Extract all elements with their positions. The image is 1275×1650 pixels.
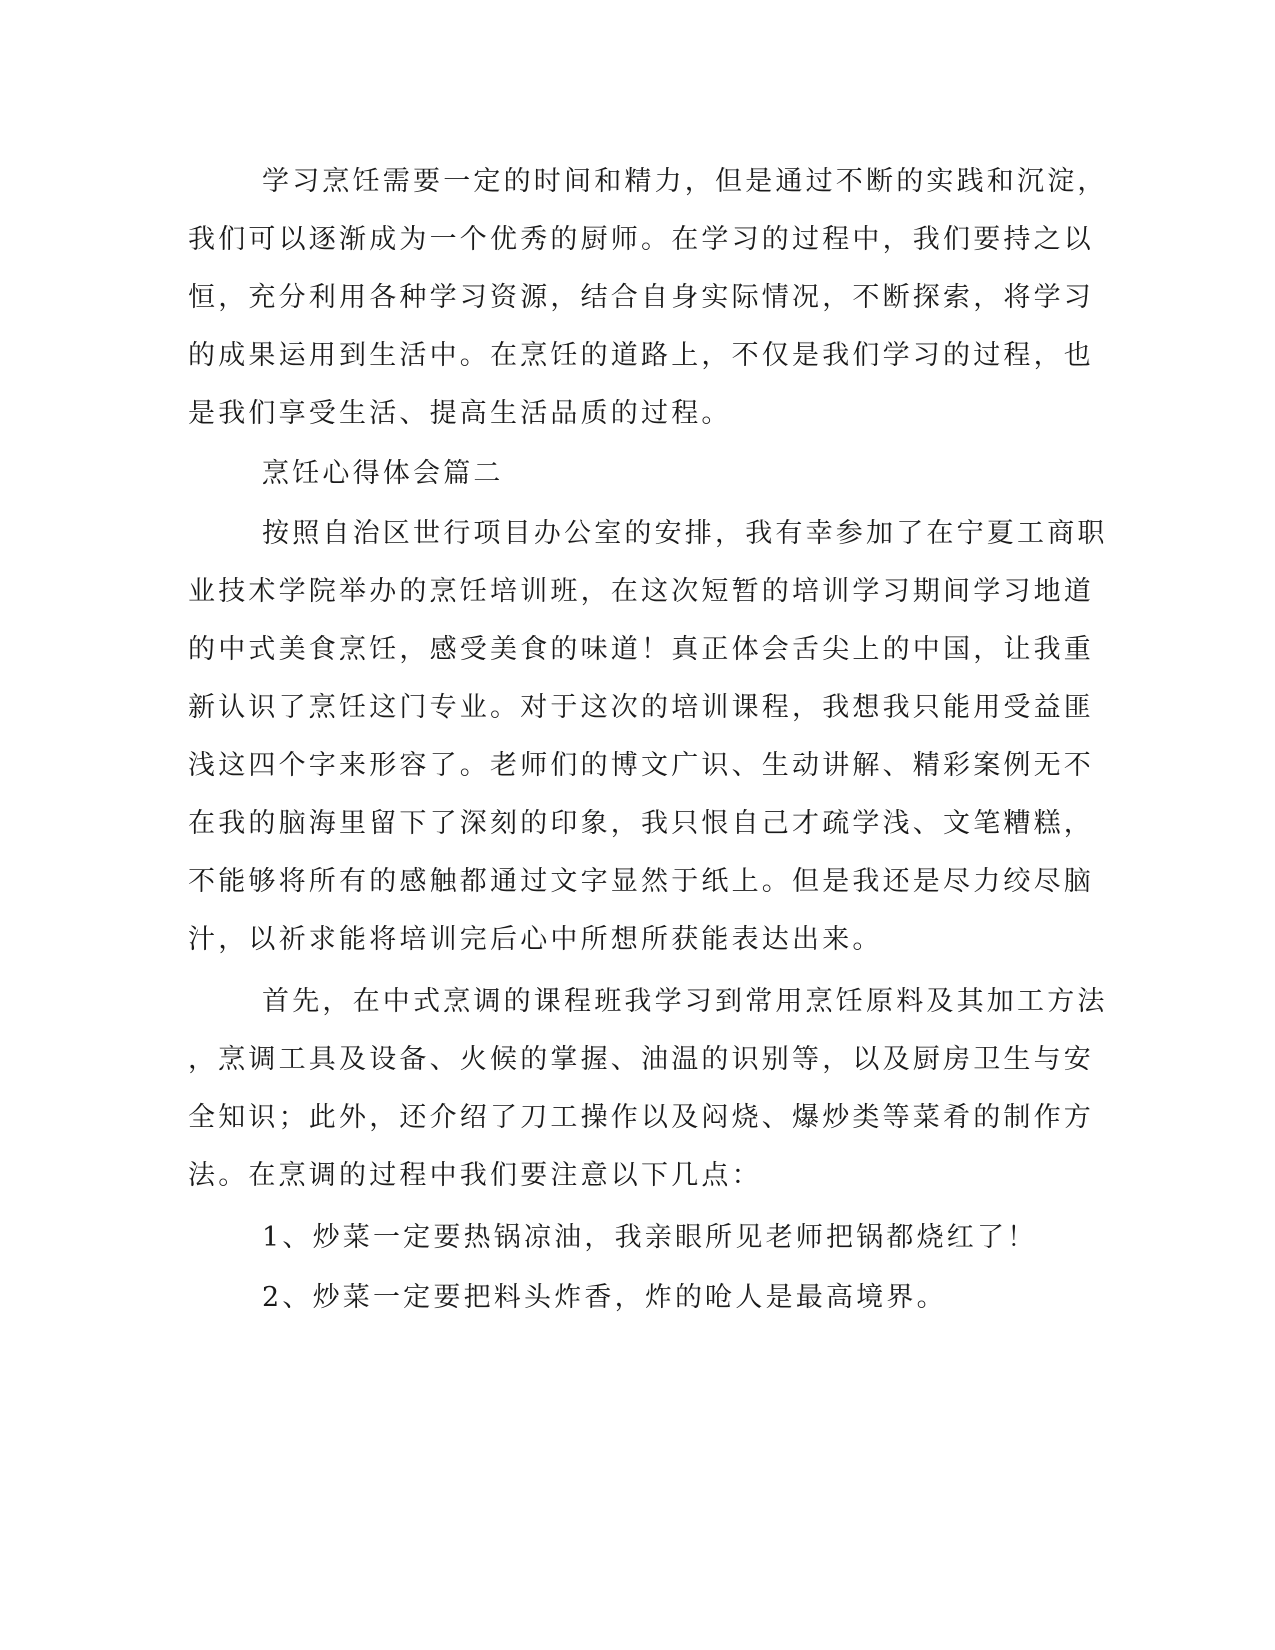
- list-item: 2、炒菜一定要把料头炸香，炸的呛人是最高境界。: [262, 1282, 947, 1313]
- paragraph-line: 新认识了烹饪这门专业。对于这次的培训课程，我想我只能用受益匪: [188, 692, 1094, 723]
- paragraph-line: 在我的脑海里留下了深刻的印象，我只恨自己才疏学浅、文笔糟糕，: [188, 808, 1094, 839]
- paragraph-line: 首先，在中式烹调的课程班我学习到常用烹饪原料及其加工方法: [262, 986, 1108, 1017]
- paragraph-line: 恒，充分利用各种学习资源，结合自身实际情况，不断探索，将学习: [188, 282, 1094, 313]
- paragraph-line: 汁，以祈求能将培训完后心中所想所获能表达出来。: [188, 924, 883, 955]
- paragraph-line: 是我们享受生活、提高生活品质的过程。: [188, 398, 732, 429]
- paragraph-line: 的中式美食烹饪，感受美食的味道！真正体会舌尖上的中国，让我重: [188, 634, 1094, 665]
- paragraph-line: 浅这四个字来形容了。老师们的博文广识、生动讲解、精彩案例无不: [188, 750, 1094, 781]
- paragraph-line: 学习烹饪需要一定的时间和精力，但是通过不断的实践和沉淀，: [262, 166, 1108, 197]
- paragraph-line: 按照自治区世行项目办公室的安排，我有幸参加了在宁夏工商职: [262, 518, 1108, 549]
- paragraph-line: 不能够将所有的感触都通过文字显然于纸上。但是我还是尽力绞尽脑: [188, 866, 1094, 897]
- list-item: 1、炒菜一定要热锅凉油，我亲眼所见老师把锅都烧红了！: [262, 1222, 1038, 1253]
- paragraph-line: 业技术学院举办的烹饪培训班，在这次短暂的培训学习期间学习地道: [188, 576, 1094, 607]
- section-heading: 烹饪心得体会篇二: [262, 458, 504, 489]
- paragraph-line: 法。在烹调的过程中我们要注意以下几点：: [188, 1160, 762, 1191]
- paragraph-line: 的成果运用到生活中。在烹饪的道路上，不仅是我们学习的过程，也: [188, 340, 1094, 371]
- paragraph-line: 全知识；此外，还介绍了刀工操作以及闷烧、爆炒类等菜肴的制作方: [188, 1102, 1094, 1133]
- paragraph-line: ，烹调工具及设备、火候的掌握、油温的识别等，以及厨房卫生与安: [188, 1044, 1094, 1075]
- paragraph-line: 我们可以逐渐成为一个优秀的厨师。在学习的过程中，我们要持之以: [188, 224, 1094, 255]
